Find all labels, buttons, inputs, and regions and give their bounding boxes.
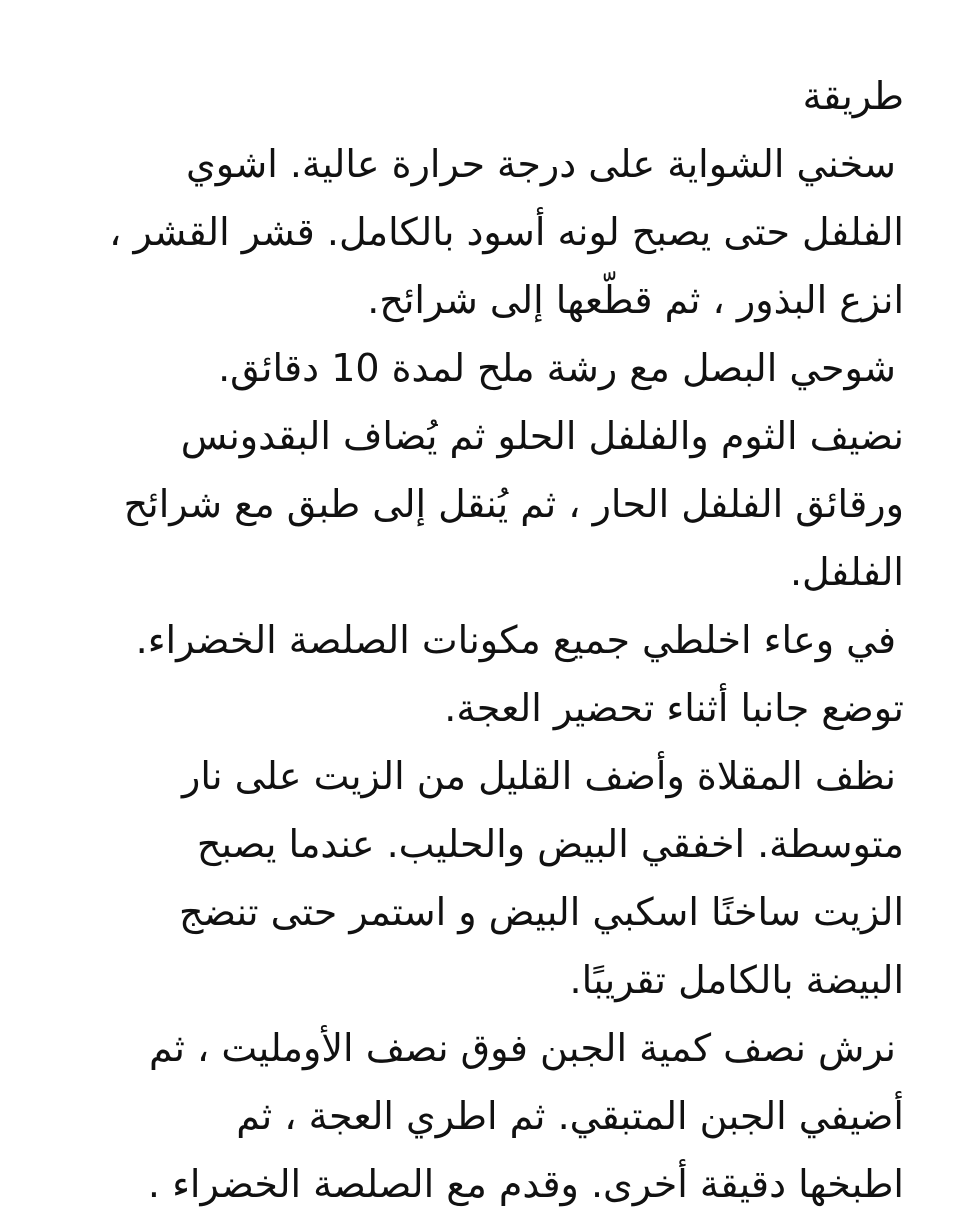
text-line: انزع البذور ، ثم قطّعها إلى شرائح. bbox=[367, 278, 904, 322]
text-line: الزيت ساخنًا اسكبي البيض و استمر حتى تنضج bbox=[179, 890, 904, 934]
paragraph-cook-eggs bbox=[44, 742, 904, 1014]
text-line: البيضة بالكامل تقريبًا. bbox=[569, 958, 904, 1002]
paragraph-green-sauce bbox=[44, 606, 904, 742]
text-line: توضع جانبا أثناء تحضير العجة. bbox=[444, 686, 904, 730]
text-line: ورقائق الفلفل الحار ، ثم يُنقل إلى طبق مع شرائح bbox=[123, 482, 904, 526]
text-line: اطبخها دقيقة أخرى. وقدم مع الصلصة الخضراء . bbox=[147, 1162, 904, 1206]
text-line: أضيفي الجبن المتبقي. ثم اطري العجة ، ثم bbox=[236, 1094, 904, 1138]
text-line: متوسطة. اخفقي البيض والحليب. عندما يصبح bbox=[196, 822, 904, 866]
recipe-method-text bbox=[44, 62, 904, 1218]
text-line: نرش نصف كمية الجبن فوق نصف الأومليت ، ثم bbox=[149, 1026, 896, 1070]
text-line: سخني الشواية على درجة حرارة عالية. اشوي bbox=[185, 142, 896, 186]
text-line: الفلفل حتى يصبح لونه أسود بالكامل. قشر القشر ، bbox=[109, 210, 904, 254]
paragraph-saute-onion bbox=[44, 334, 904, 606]
text-line: الفلفل. bbox=[789, 550, 904, 594]
text-line: نضيف الثوم والفلفل الحلو ثم يُضاف البقدونس bbox=[180, 414, 904, 458]
text-line: نظف المقلاة وأضف القليل من الزيت على نار bbox=[182, 754, 896, 798]
section-title: طريقة bbox=[802, 74, 904, 118]
paragraph-grill-peppers bbox=[44, 130, 904, 334]
paragraph-cheese-serve bbox=[44, 1014, 904, 1218]
text-line: في وعاء اخلطي جميع مكونات الصلصة الخضراء. bbox=[135, 618, 896, 662]
text-line: شوحي البصل مع رشة ملح لمدة 10 دقائق. bbox=[218, 346, 896, 390]
